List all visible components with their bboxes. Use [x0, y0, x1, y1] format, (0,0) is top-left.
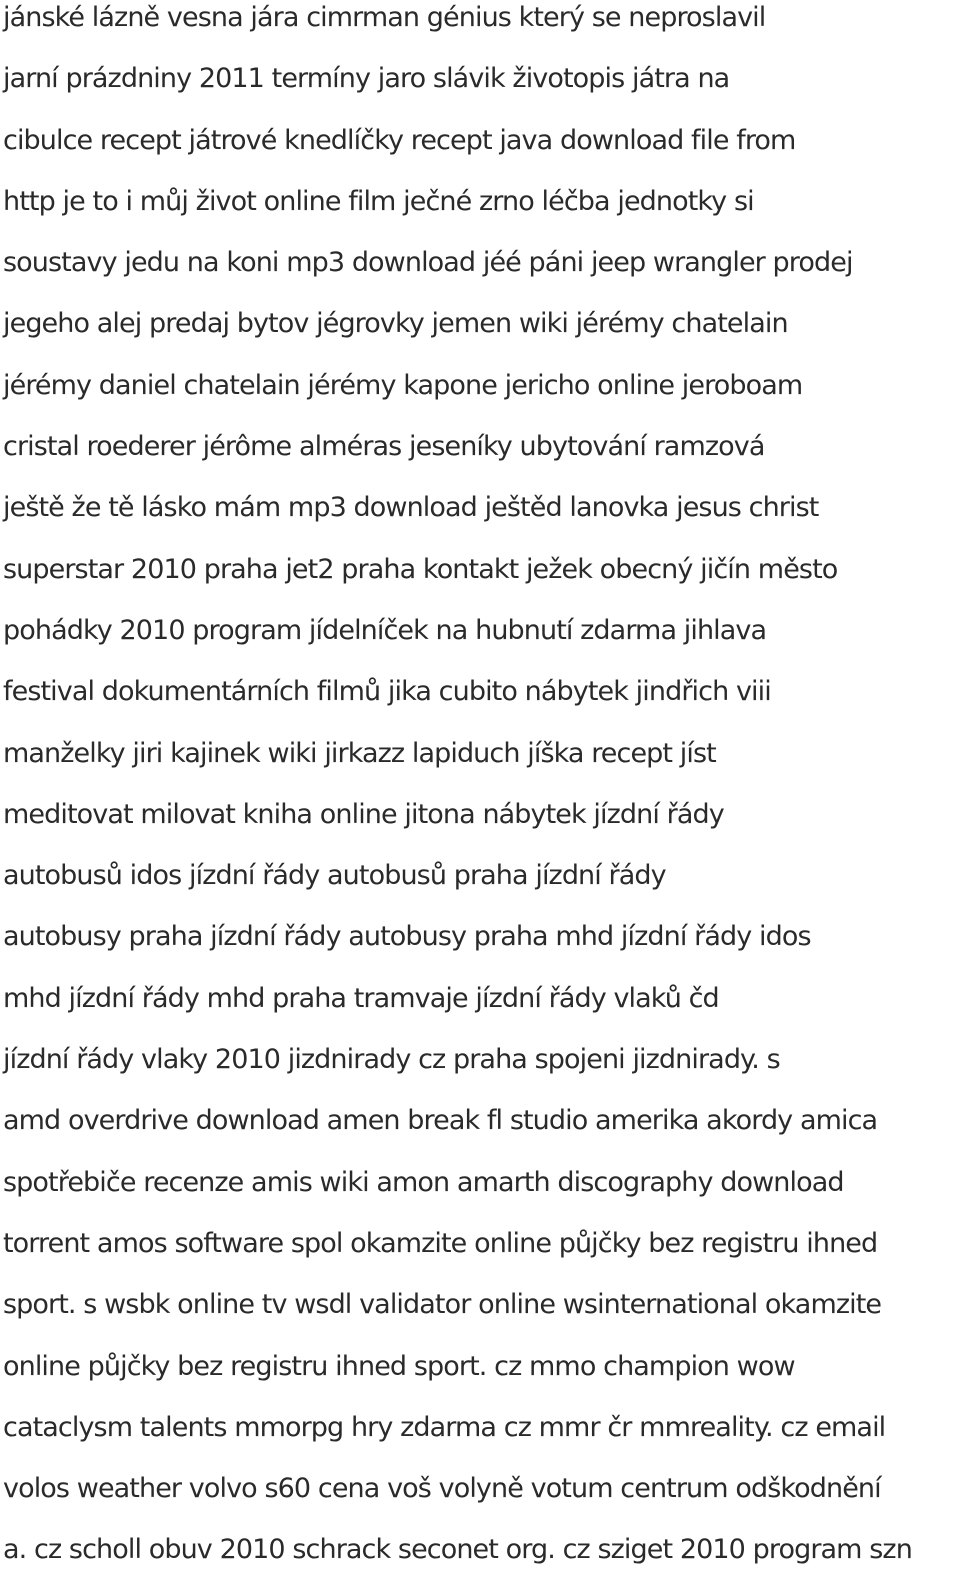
text-line: festival dokumentárních filmů jika cubito nábytek jindřich viii — [3, 676, 771, 708]
text-line: a. cz scholl obuv 2010 schrack seconet org. cz sziget 2010 program szn — [3, 1534, 912, 1566]
text-line: autobusy praha jízdní řády autobusy praha mhd jízdní řády idos — [3, 921, 811, 953]
text-line: cibulce recept játrové knedlíčky recept java download file from — [3, 124, 796, 156]
text-line: cristal roederer jérôme alméras jeseníky ubytování ramzová — [3, 431, 765, 463]
text-line: jánské lázně vesna jára cimrman génius který se neproslavil — [3, 2, 766, 33]
text-line: cataclysm talents mmorpg hry zdarma cz mmr čr mmreality. cz email — [3, 1411, 886, 1443]
text-line: jegeho alej predaj bytov jégrovky jemen wiki jérémy chatelain — [3, 308, 788, 340]
text-line: http je to i můj život online film ječné zrno léčba jednotky si — [3, 185, 754, 217]
text-line: superstar 2010 praha jet2 praha kontakt ježek obecný jičín město — [3, 553, 838, 585]
text-line: volos weather volvo s60 cena voš volyně votum centrum odškodnění — [3, 1473, 881, 1505]
document-text — [3, 0, 960, 1578]
text-line: mhd jízdní řády mhd praha tramvaje jízdní řády vlaků čd — [3, 982, 719, 1014]
text-line: jarní prázdniny 2011 termíny jaro slávik životopis játra na — [3, 63, 730, 95]
text-line: manželky jiri kajinek wiki jirkazz lapiduch jíška recept jíst — [3, 737, 716, 769]
text-line: jízdní řády vlaky 2010 jizdnirady cz praha spojeni jizdnirady. s — [3, 1044, 780, 1076]
text-line: sport. s wsbk online tv wsdl validator online wsinternational okamzite — [3, 1289, 882, 1321]
text-line: online půjčky bez registru ihned sport. cz mmo champion wow — [3, 1350, 795, 1382]
text-line: ještě že tě lásko mám mp3 download ještěd lanovka jesus christ — [3, 492, 819, 524]
text-line: soustavy jedu na koni mp3 download jéé páni jeep wrangler prodej — [3, 247, 853, 279]
text-line: spotřebiče recenze amis wiki amon amarth discography download — [3, 1166, 844, 1198]
text-line: meditovat milovat kniha online jitona nábytek jízdní řády — [3, 798, 724, 830]
text-line: autobusů idos jízdní řády autobusů praha jízdní řády — [3, 860, 666, 892]
text-line: jérémy daniel chatelain jérémy kapone jericho online jeroboam — [3, 369, 803, 401]
text-line: torrent amos software spol okamzite online půjčky bez registru ihned — [3, 1227, 878, 1259]
text-line: amd overdrive download amen break fl studio amerika akordy amica — [3, 1105, 878, 1137]
text-line: pohádky 2010 program jídelníček na hubnutí zdarma jihlava — [3, 614, 767, 646]
